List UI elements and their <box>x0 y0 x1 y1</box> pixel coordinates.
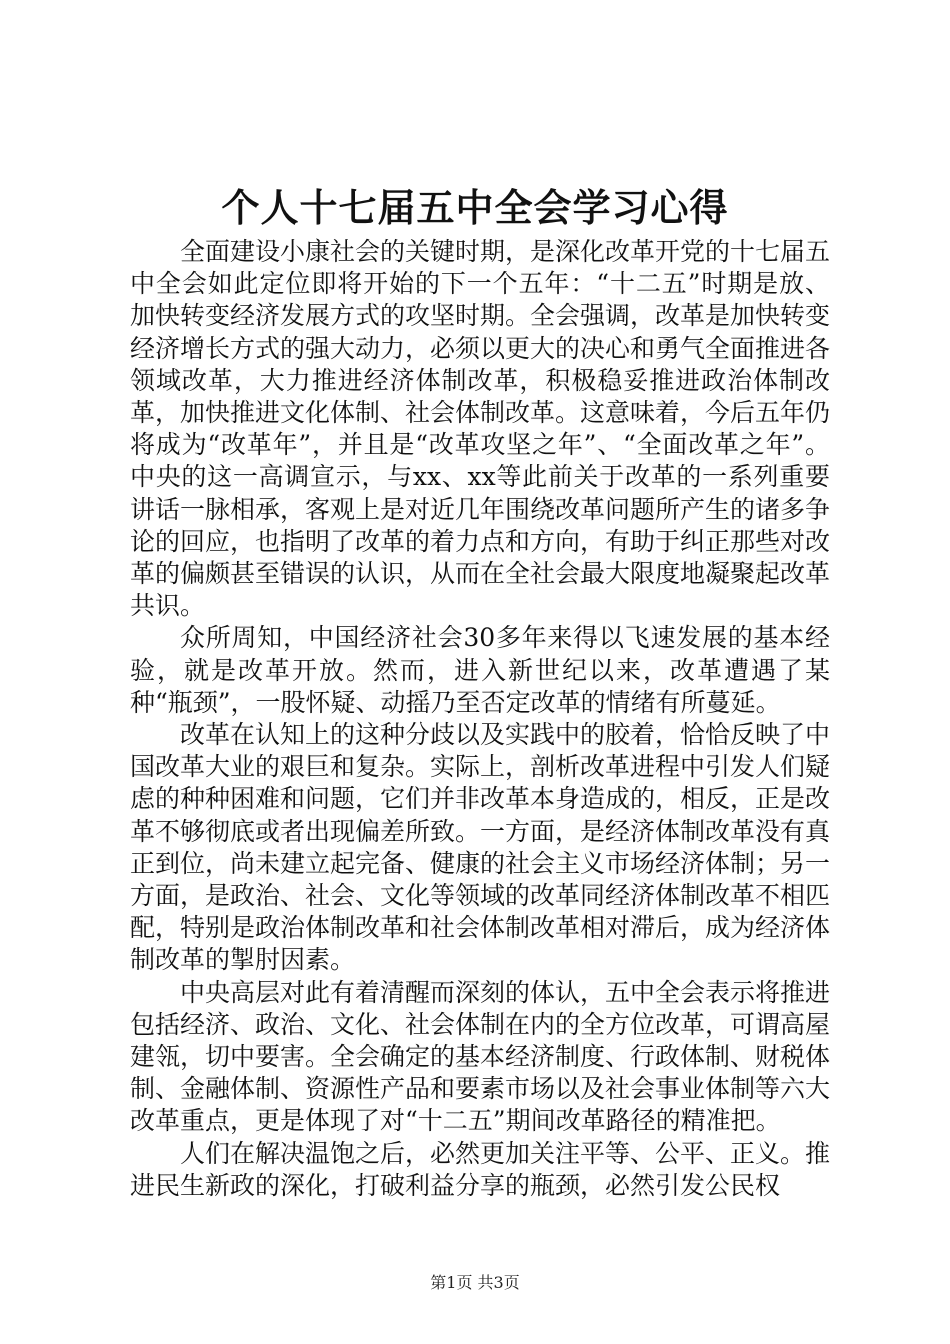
paragraph-4: 中央高层对此有着清醒而深刻的体认，五中全会表示将推进包括经济、政治、文化、社会体制在内的全方位改革，可谓高屋建瓴，切中要害。全会确定的基本经济制度、行政体制、财税体制、金融体制、资源性产品和要素市场以及社会事业体制等六大改革重点，更是体现了对“十二五”期间改革路径的精准把。 <box>130 977 831 1136</box>
paragraph-2: 众所周知，中国经济社会30多年来得以飞速发展的基本经验，就是改革开放。然而，进入新世纪以来，改革遭遇了某种“瓶颈”，一股怀疑、动摇乃至否定改革的情绪有所蔓延。 <box>130 623 830 717</box>
document-title: 个人十七届五中全会学习心得 <box>221 185 729 230</box>
paragraph-1: 全面建设小康社会的关键时期，是深化改革开党的十七届五中全会如此定位即将开始的下一个五年：“十二五”时期是放、加快转变经济发展方式的攻坚时期。全会强调，改革是加快转变经济增长方式的强大动力，必须以更大的决心和勇气全面推进各领域改革，大力推进经济体制改革，积极稳妥推进政治体制改革，加快推进文化体制、社会体制改革。这意味着，今后五年仍将成为“改革年”，并且是“改革攻坚之年”、“全面改革之年”。中央的这一高调宣示，与xx、xx等此前关于改革的一系列重要讲话一脉相承，客观上是对近几年围绕改革问题所产生的诸多争论的回应，也指明了改革的着力点和方向，有助于纠正那些对改革的偏颇甚至错误的认识，从而在全社会最大限度地凝聚起改革共识。 <box>130 237 831 621</box>
page-number-footer: 第1页 共3页 <box>430 1273 520 1292</box>
paragraph-5: 人们在解决温饱之后，必然更加关注平等、公平、正义。推进民生新政的深化，打破利益分享的瓶颈，必然引发公民权 <box>130 1138 831 1200</box>
paragraph-3: 改革在认知上的这种分歧以及实践中的胶着，恰恰反映了中国改革大业的艰巨和复杂。实际上，剖析改革进程中引发人们疑虑的种种困难和问题，它们并非改革本身造成的，相反，正是改革不够彻底或者出现偏差所致。一方面，是经济体制改革没有真正到位，尚未建立起完备、健康的社会主义市场经济体制；另一方面，是政治、社会、文化等领域的改革同经济体制改革不相匹配，特别是政治体制改革和社会体制改革相对滞后，成为经济体制改革的掣肘因素。 <box>130 720 831 975</box>
document-body <box>130 236 830 1202</box>
